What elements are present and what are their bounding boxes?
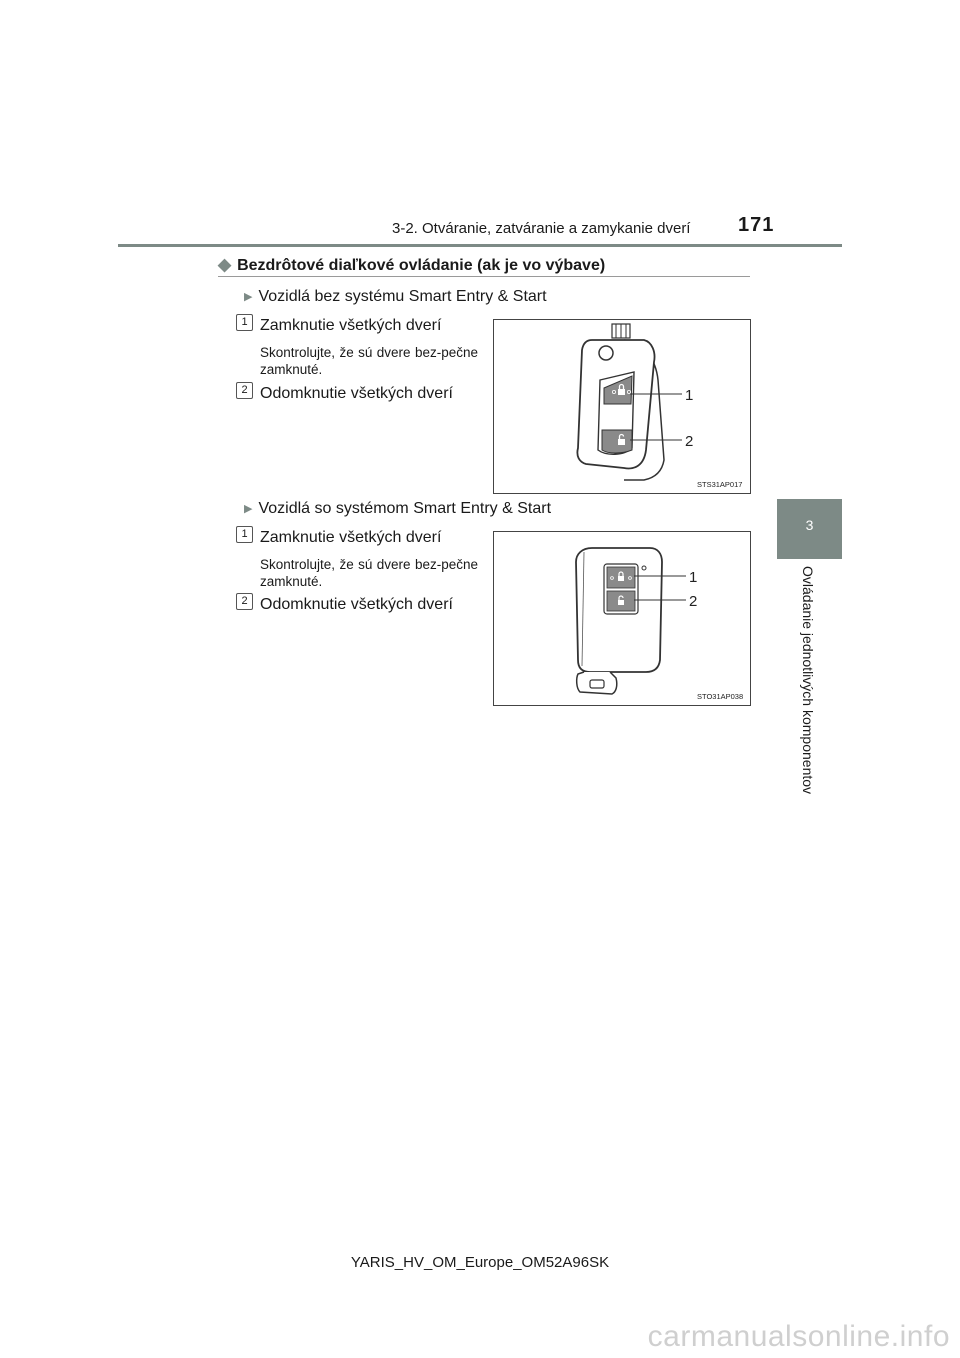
subsection-heading-1 [244,288,547,306]
figure-smart-key [493,531,751,706]
figure-flip-key [493,319,751,494]
item-label: Zamknutie všetkých dverí [260,529,442,546]
watermark: carmanualsonline.info [647,1320,950,1353]
figure-code: STS31AP017 [697,480,743,489]
item-label: Odomknutie všetkých dverí [260,596,453,613]
smart-key-illustration [494,532,750,705]
section-title: Bezdrôtové diaľkové ovládanie (ak je vo výbave) [237,257,606,274]
item-note: Skontrolujte, že sú dvere bez-pečne zamknuté. [260,345,478,377]
item-label: Odomknutie všetkých dverí [260,385,453,402]
triangle-bullet-icon: ▶ [244,291,253,303]
subsection-title-1: Vozidlá bez systému Smart Entry & Start [258,288,547,305]
subsection-title-2: Vozidlá so systémom Smart Entry & Start [258,500,552,517]
chapter-tab-number: 3 [805,517,814,533]
item-number-badge: 2 [236,382,253,399]
item-note: Skontrolujte, že sú dvere bez-pečne zamknuté. [260,557,478,589]
subsection-heading-2 [244,500,551,518]
callout-1: 1 [689,569,698,586]
diamond-icon: ◆ [218,255,232,274]
callout-2: 2 [689,593,698,610]
document-code: YARIS_HV_OM_Europe_OM52A96SK [350,1254,610,1271]
item-number-badge: 2 [236,593,253,610]
chapter-side-label: Ovládanie jednotlivých komponentov [800,566,816,795]
header-rule [118,244,842,247]
figure-code: STO31AP038 [697,692,744,701]
section-heading [218,255,605,275]
callout-1: 1 [685,387,694,404]
page-number: 171 [738,214,775,236]
item-label: Zamknutie všetkých dverí [260,317,442,334]
callout-2: 2 [685,433,694,450]
chapter-tab [777,499,842,559]
item-number-badge: 1 [236,314,253,331]
item-number-badge: 1 [236,526,253,543]
chapter-title: 3-2. Otváranie, zatváranie a zamykanie dverí [392,220,691,237]
section-rule [218,276,750,277]
flip-key-illustration [494,320,750,493]
triangle-bullet-icon: ▶ [244,503,253,515]
